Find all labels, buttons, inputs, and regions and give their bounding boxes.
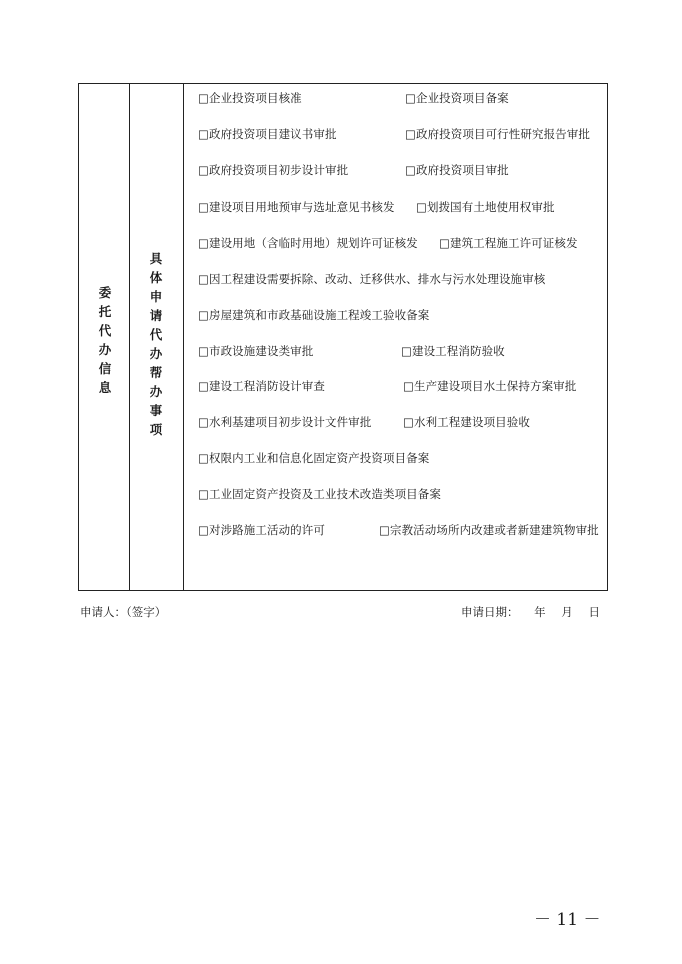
application-item-checkbox[interactable]: □水利工程建设项目验收 — [403, 415, 530, 429]
application-item-checkbox[interactable]: □权限内工业和信息化固定资产投资项目备案 — [198, 451, 430, 465]
application-item-checkbox[interactable]: □建设工程消防设计审查 — [198, 379, 325, 393]
application-item-checkbox[interactable]: □房屋建筑和市政基础设施工程竣工验收备案 — [198, 308, 430, 322]
application-item-checkbox[interactable]: □建设工程消防验收 — [401, 344, 505, 358]
column-divider — [129, 84, 130, 590]
application-item-checkbox[interactable]: □政府投资项目可行性研究报告审批 — [405, 127, 590, 141]
application-item-checkbox[interactable]: □生产建设项目水土保持方案审批 — [403, 379, 577, 393]
applicant-signature-label: 申请人：（签字） — [80, 605, 167, 619]
delegation-form-table — [78, 83, 608, 591]
application-item-checkbox[interactable]: □政府投资项目审批 — [405, 163, 509, 177]
application-item-checkbox[interactable]: □政府投资项目建议书审批 — [198, 127, 337, 141]
application-item-checkbox[interactable]: □企业投资项目备案 — [405, 91, 509, 105]
application-item-checkbox[interactable]: □划拨国有土地使用权审批 — [416, 200, 555, 214]
application-item-checkbox[interactable]: □因工程建设需要拆除、改动、迁移供水、排水与污水处理设施审核 — [198, 272, 546, 286]
specific-items-label: 具体申请代办帮办事项 — [149, 251, 163, 437]
application-item-checkbox[interactable]: □建设用地（含临时用地）规划许可证核发 — [198, 236, 418, 250]
delegation-info-label: 委托代办信息 — [98, 285, 112, 395]
application-item-checkbox[interactable]: □工业固定资产投资及工业技术改造类项目备案 — [198, 487, 441, 501]
application-item-checkbox[interactable]: □建设项目用地预审与选址意见书核发 — [198, 200, 395, 214]
application-item-checkbox[interactable]: □水利基建项目初步设计文件审批 — [198, 415, 372, 429]
application-item-checkbox[interactable]: □对涉路施工活动的许可 — [198, 523, 325, 537]
application-item-checkbox[interactable]: □企业投资项目核准 — [198, 91, 302, 105]
application-item-checkbox[interactable]: □建筑工程施工许可证核发 — [439, 236, 578, 250]
column-divider — [183, 84, 184, 590]
application-item-checkbox[interactable]: □政府投资项目初步设计审批 — [198, 163, 349, 177]
application-item-checkbox[interactable]: □市政设施建设类审批 — [198, 344, 314, 358]
application-item-checkbox[interactable]: □宗教活动场所内改建或者新建建筑物审批 — [379, 523, 599, 537]
application-date-label: 申请日期： 年 月 日 — [461, 605, 600, 619]
page-number: － 11 － — [534, 910, 601, 930]
